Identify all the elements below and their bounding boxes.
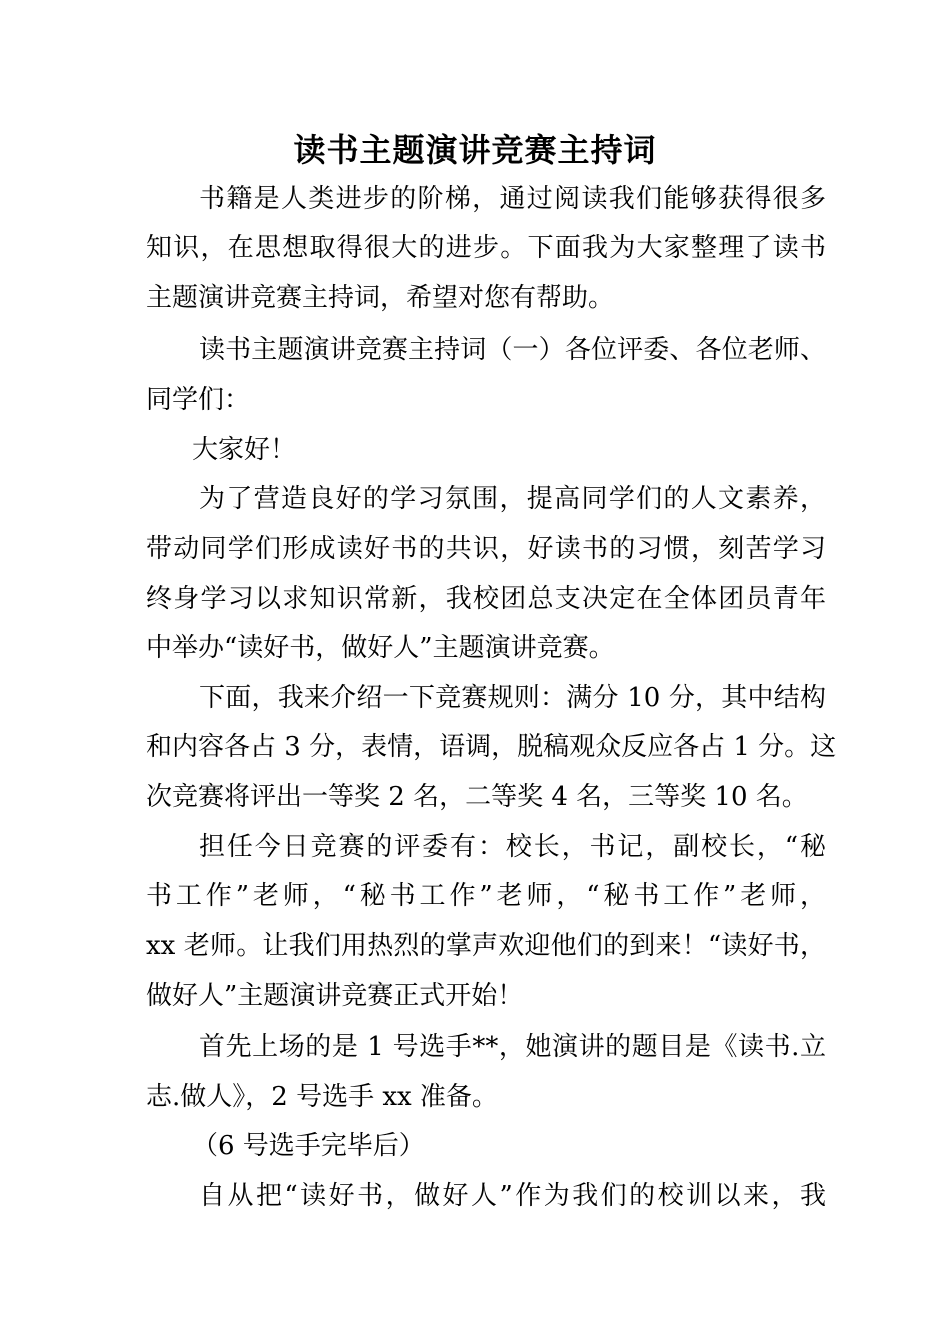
paragraph-line: （6 号选手完毕后） bbox=[192, 1131, 425, 1161]
paragraph-line: 带动同学们形成读好书的共识，好读书的习惯，刻苦学习 bbox=[146, 534, 826, 564]
paragraph-line: 大家好！ bbox=[192, 435, 297, 465]
paragraph-line: 自从把“读好书，做好人”作为我们的校训以来，我 bbox=[199, 1181, 826, 1211]
paragraph-line: 书工作”老师，“秘书工作”老师，“秘书工作”老师， bbox=[146, 881, 826, 911]
paragraph-line: 同学们： bbox=[146, 385, 251, 415]
paragraph-line: 担任今日竞赛的评委有：校长，书记，副校长，“秘 bbox=[199, 832, 826, 862]
paragraph-line: 志.做人》，2 号选手 xx 准备。 bbox=[146, 1082, 498, 1112]
paragraph-line: 主题演讲竞赛主持词，希望对您有帮助。 bbox=[146, 283, 615, 313]
paragraph-line: 首先上场的是 1 号选手**，她演讲的题目是《读书.立 bbox=[199, 1032, 826, 1062]
paragraph-line: 做好人”主题演讲竞赛正式开始！ bbox=[146, 981, 524, 1011]
paragraph-line: 终身学习以求知识常新，我校团总支决定在全体团员青年 bbox=[146, 584, 826, 614]
paragraph-line: 次竞赛将评出一等奖 2 名，二等奖 4 名，三等奖 10 名。 bbox=[146, 782, 808, 812]
paragraph-line: 中举办“读好书，做好人”主题演讲竞赛。 bbox=[146, 633, 615, 663]
paragraph-line: 下面，我来介绍一下竞赛规则：满分 10 分，其中结构 bbox=[199, 683, 826, 713]
paragraph-line: 读书主题演讲竞赛主持词（一）各位评委、各位老师、 bbox=[199, 335, 826, 365]
paragraph-line: xx 老师。让我们用热烈的掌声欢迎他们的到来！“读好书， bbox=[146, 931, 826, 961]
paragraph-line: 和内容各占 3 分，表情，语调，脱稿观众反应各占 1 分。这 bbox=[146, 732, 837, 762]
paragraph-line: 为了营造良好的学习氛围，提高同学们的人文素养， bbox=[199, 484, 826, 514]
paragraph-line: 知识，在思想取得很大的进步。下面我为大家整理了读书 bbox=[146, 233, 826, 263]
document-title: 读书主题演讲竞赛主持词 bbox=[293, 131, 657, 169]
paragraph-line: 书籍是人类进步的阶梯，通过阅读我们能够获得很多 bbox=[199, 184, 826, 214]
